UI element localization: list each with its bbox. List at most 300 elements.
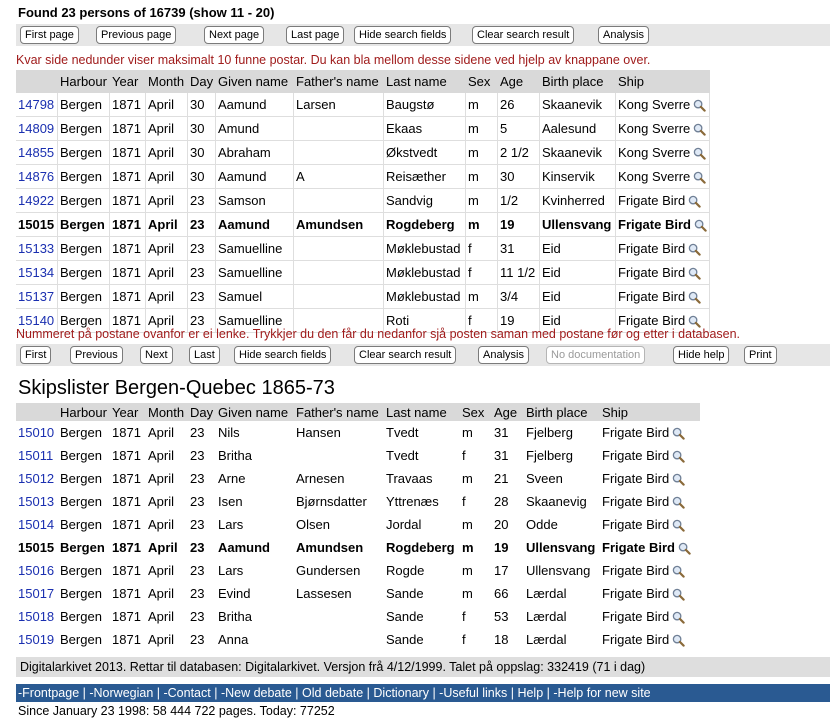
cell-month: April <box>148 471 175 486</box>
record-id-link[interactable]: 15133 <box>18 241 55 256</box>
cell-month: April <box>146 189 188 213</box>
cell-harbour: Bergen <box>60 448 102 463</box>
cell-ship <box>600 444 700 467</box>
column-header-ship: Ship <box>616 70 710 93</box>
table-row <box>16 261 710 285</box>
cell-sex: f <box>462 609 466 624</box>
cell-harbour: Bergen <box>60 425 102 440</box>
cell-birth: Skaanevig <box>526 494 587 509</box>
footer-link-frontpage[interactable]: -Frontpage <box>18 686 80 700</box>
cell-day: 30 <box>188 117 216 141</box>
magnifier-icon[interactable] <box>688 195 701 208</box>
cell-ship <box>616 165 710 189</box>
cell-month: April <box>148 425 175 440</box>
cell-day: 30 <box>188 141 216 165</box>
ship-name: Frigate Bird <box>618 216 691 232</box>
cell-sex: m <box>466 141 498 165</box>
cell-given: Samuelline <box>216 237 294 261</box>
ship-name: Frigate Bird <box>602 516 670 532</box>
cell-month: April <box>148 540 178 555</box>
cell-ship <box>600 605 700 628</box>
cell-given: Amund <box>216 117 294 141</box>
column-header-day: Day <box>188 403 216 421</box>
hide-help-button[interactable]: Hide help <box>673 346 729 364</box>
link-info-message: Nummeret på postane ovanfor er ei lenke. Trykkjer du den får du nedanfor sjå posten saman med postane før og etter i databasen. <box>16 327 741 341</box>
cell-last: Roti <box>384 309 466 333</box>
record-id-cell <box>16 261 58 285</box>
previous-page-button[interactable]: Previous page <box>96 26 176 44</box>
last-page-button[interactable]: Last page <box>286 26 344 44</box>
link-separator: | <box>428 686 440 700</box>
cell-year: 1871 <box>110 213 146 237</box>
cell-father <box>294 237 384 261</box>
results-header-row <box>16 70 710 93</box>
magnifier-icon[interactable] <box>693 123 706 136</box>
record-id-link[interactable]: 14922 <box>18 193 55 208</box>
record-id-cell <box>16 421 58 444</box>
table-row <box>16 605 700 628</box>
cell-age: 30 <box>498 165 540 189</box>
column-header-age: Age <box>492 403 524 421</box>
magnifier-icon[interactable] <box>672 565 685 578</box>
cell-sex: m <box>462 563 473 578</box>
record-id-cell <box>16 93 58 117</box>
cell-sex: m <box>462 540 474 555</box>
record-id-cell <box>16 513 58 536</box>
cell-harbour: Bergen <box>58 165 110 189</box>
cell-month: April <box>148 517 175 532</box>
record-id-link[interactable]: 15011 <box>18 448 54 463</box>
cell-harbour: Bergen <box>58 93 110 117</box>
link-separator: | <box>507 686 518 700</box>
cell-birth: Fjelberg <box>526 425 573 440</box>
cell-sex: f <box>462 448 466 463</box>
table-row <box>16 141 710 165</box>
record-id-cell <box>16 237 58 261</box>
cell-age: 11 1/2 <box>498 261 540 285</box>
cell-year: 1871 <box>110 285 146 309</box>
cell-last: Tvedt <box>386 425 419 440</box>
magnifier-icon[interactable] <box>688 267 701 280</box>
cell-month: April <box>146 213 188 237</box>
hide-search-fields-button[interactable]: Hide search fields <box>234 346 331 364</box>
cell-ship <box>616 117 710 141</box>
cell-month: April <box>146 141 188 165</box>
record-id-link[interactable]: 15137 <box>18 289 55 304</box>
cell-ship <box>600 513 700 536</box>
column-header-father-s-name: Father's name <box>294 403 384 421</box>
cell-year: 1871 <box>112 563 141 578</box>
cell-birth: Lærdal <box>526 632 567 647</box>
cell-birth: Eid <box>540 309 616 333</box>
cell-sex: m <box>466 213 498 237</box>
cell-birth: Eid <box>540 285 616 309</box>
cell-last: Rogdeberg <box>386 540 455 555</box>
cell-father <box>294 285 384 309</box>
magnifier-icon[interactable] <box>693 99 706 112</box>
link-separator: | <box>363 686 374 700</box>
footer-link-new-debate[interactable]: -New debate <box>220 686 292 700</box>
cell-father: Hansen <box>296 425 341 440</box>
cell-day: 23 <box>190 609 205 624</box>
cell-month: April <box>148 586 175 601</box>
cell-day: 23 <box>188 189 216 213</box>
cell-birth: Lærdal <box>526 609 567 624</box>
ship-name: Frigate Bird <box>602 493 670 509</box>
ship-name: Frigate Bird <box>602 470 670 486</box>
magnifier-icon[interactable] <box>672 427 685 440</box>
cell-ship <box>600 582 700 605</box>
cell-sex: f <box>462 632 466 647</box>
record-id-link[interactable]: 15014 <box>18 517 55 532</box>
magnifier-icon[interactable] <box>693 171 706 184</box>
magnifier-icon[interactable] <box>678 542 691 555</box>
cell-sex: m <box>462 586 473 601</box>
search-results-table <box>16 70 710 333</box>
cell-birth: Eid <box>540 237 616 261</box>
table-row-highlighted <box>16 536 700 559</box>
cell-harbour: Bergen <box>58 141 110 165</box>
cell-ship <box>616 285 710 309</box>
cell-day: 23 <box>190 586 205 601</box>
cell-last: Yttrenæs <box>386 494 439 509</box>
record-id-link[interactable]: 15019 <box>18 632 55 647</box>
cell-age: 17 <box>494 563 509 578</box>
cell-father <box>294 141 384 165</box>
ship-name: Frigate Bird <box>618 240 686 256</box>
footer-link-norwegian[interactable]: -Norwegian <box>89 686 154 700</box>
print-button[interactable]: Print <box>744 346 777 364</box>
column-header-id <box>16 403 58 421</box>
record-id-link[interactable]: 15013 <box>18 494 55 509</box>
table-row <box>16 421 700 444</box>
record-id-link[interactable]: 15018 <box>18 609 55 624</box>
cell-month: April <box>146 117 188 141</box>
cell-sex: m <box>466 285 498 309</box>
cell-ship <box>616 237 710 261</box>
cell-father: Amundsen <box>296 540 364 555</box>
cell-birth: Kvinherred <box>540 189 616 213</box>
previous-button[interactable]: Previous <box>70 346 123 364</box>
cell-age: 66 <box>494 586 509 601</box>
analysis-button[interactable]: Analysis <box>598 26 649 44</box>
column-header-sex: Sex <box>466 70 498 93</box>
footer-link-dictionary[interactable]: Dictionary <box>373 686 429 700</box>
column-header-year: Year <box>110 403 146 421</box>
cell-last: Sande <box>386 632 424 647</box>
cell-given: Samuelline <box>216 261 294 285</box>
magnifier-icon[interactable] <box>688 291 701 304</box>
cell-birth: Ullensvang <box>540 213 616 237</box>
column-header-last-name: Last name <box>384 70 466 93</box>
magnifier-icon[interactable] <box>688 243 701 256</box>
cell-harbour: Bergen <box>60 563 102 578</box>
magnifier-icon[interactable] <box>672 611 685 624</box>
cell-day: 23 <box>190 494 205 509</box>
record-id-link[interactable]: 14809 <box>18 121 55 136</box>
cell-harbour: Bergen <box>60 632 102 647</box>
record-id-link[interactable]: 15010 <box>18 425 55 440</box>
cell-year: 1871 <box>110 141 146 165</box>
record-id: 15015 <box>18 540 55 555</box>
column-header-ship: Ship <box>600 403 700 421</box>
ship-name: Frigate Bird <box>602 447 670 463</box>
cell-given: Aamund <box>216 213 294 237</box>
cell-month: April <box>146 93 188 117</box>
cell-father: Amundsen <box>294 213 384 237</box>
cell-given: Britha <box>218 448 252 463</box>
table-row <box>16 444 700 467</box>
cell-harbour: Bergen <box>58 117 110 141</box>
footer-link-help[interactable]: Help <box>517 686 544 700</box>
cell-ship <box>600 421 700 444</box>
cell-birth: Fjelberg <box>526 448 573 463</box>
cell-last: Økstvedt <box>384 141 466 165</box>
clear-search-result-button[interactable]: Clear search result <box>354 346 456 364</box>
link-separator: | <box>543 686 554 700</box>
record-id-cell <box>16 165 58 189</box>
record-id: 15015 <box>16 213 58 237</box>
cell-father: Bjørnsdatter <box>296 494 367 509</box>
record-id-cell <box>16 189 58 213</box>
cell-day: 23 <box>188 309 216 333</box>
table-row <box>16 513 700 536</box>
record-id-cell <box>16 605 58 628</box>
record-id-cell <box>16 559 58 582</box>
next-button[interactable]: Next <box>140 346 173 364</box>
record-id-link[interactable]: 15012 <box>18 471 55 486</box>
record-id-link[interactable]: 14876 <box>18 169 55 184</box>
record-id-cell <box>16 628 58 651</box>
record-id-cell <box>16 582 58 605</box>
table-row <box>16 628 700 651</box>
cell-age: 28 <box>494 494 509 509</box>
link-separator: | <box>210 686 221 700</box>
cell-age: 3/4 <box>498 285 540 309</box>
cell-year: 1871 <box>112 448 141 463</box>
cell-year: 1871 <box>110 309 146 333</box>
ship-name: Frigate Bird <box>602 585 670 601</box>
bottom-button-bar <box>16 344 830 366</box>
cell-age: 5 <box>498 117 540 141</box>
cell-father <box>294 605 384 628</box>
cell-harbour: Bergen <box>58 309 110 333</box>
cell-sex: m <box>466 93 498 117</box>
column-header-day: Day <box>188 70 216 93</box>
cell-given: Aamund <box>216 93 294 117</box>
cell-father: Arnesen <box>296 471 345 486</box>
cell-month: April <box>146 309 188 333</box>
cell-last: Rogde <box>386 563 425 578</box>
record-id-cell <box>16 285 58 309</box>
cell-father <box>294 628 384 651</box>
record-id-link[interactable]: 15140 <box>18 313 55 328</box>
column-header-last-name: Last name <box>384 403 460 421</box>
footer-link-old-debate[interactable]: Old debate <box>302 686 364 700</box>
cell-month: April <box>148 448 175 463</box>
cell-given: Evind <box>218 586 251 601</box>
record-id-link[interactable]: 15017 <box>18 586 55 601</box>
ship-name: Kong Sverre <box>618 96 691 112</box>
link-separator: | <box>291 686 303 700</box>
footer-info: Digitalarkivet 2013. Rettar til databasen: Digitalarkivet. Versjon frå 4/12/1999. Talet på oppslag: 332419 (71 i dag) <box>16 657 830 677</box>
footer-link-useful-links[interactable]: -Useful links <box>439 686 508 700</box>
column-header-month: Month <box>146 70 188 93</box>
cell-sex: m <box>466 189 498 213</box>
cell-father: Larsen <box>294 93 384 117</box>
table-row <box>16 93 710 117</box>
cell-month: April <box>148 494 175 509</box>
ship-name: Kong Sverre <box>618 120 691 136</box>
cell-day: 23 <box>188 261 216 285</box>
table-row <box>16 559 700 582</box>
cell-birth: Aalesund <box>540 117 616 141</box>
record-id-link[interactable]: 15016 <box>18 563 55 578</box>
magnifier-icon[interactable] <box>693 147 706 160</box>
magnifier-icon[interactable] <box>672 588 685 601</box>
record-id-cell <box>16 490 58 513</box>
cell-harbour: Bergen <box>60 517 102 532</box>
cell-day: 23 <box>188 213 216 237</box>
ship-name: Frigate Bird <box>602 608 670 624</box>
last-button[interactable]: Last <box>189 346 220 364</box>
footer-link-contact[interactable]: -Contact <box>163 686 211 700</box>
cell-sex: m <box>462 471 473 486</box>
cell-ship <box>616 189 710 213</box>
cell-given: Aamund <box>216 165 294 189</box>
cell-given: Britha <box>218 609 252 624</box>
cell-month: April <box>148 632 175 647</box>
cell-age: 20 <box>494 517 509 532</box>
cell-age: 31 <box>494 425 509 440</box>
ship-name: Frigate Bird <box>618 288 686 304</box>
footer-links-bar <box>16 684 830 702</box>
cell-last: Tvedt <box>386 448 419 463</box>
link-separator: | <box>79 686 90 700</box>
top-button-bar <box>16 24 830 46</box>
cell-year: 1871 <box>112 425 141 440</box>
cell-harbour: Bergen <box>60 471 102 486</box>
table-row <box>16 285 710 309</box>
no-documentation-button: No documentation <box>546 346 645 364</box>
cell-sex: m <box>462 425 473 440</box>
cell-day: 23 <box>190 563 205 578</box>
cell-given: Anna <box>218 632 249 647</box>
cell-sex: f <box>462 494 466 509</box>
cell-ship <box>616 261 710 285</box>
context-header-row <box>16 403 700 421</box>
cell-age: 31 <box>494 448 509 463</box>
hide-search-fields-button[interactable]: Hide search fields <box>354 26 451 44</box>
clear-search-result-button[interactable]: Clear search result <box>472 26 574 44</box>
column-header-sex: Sex <box>460 403 492 421</box>
cell-age: 1/2 <box>498 189 540 213</box>
cell-birth: Skaanevik <box>540 93 616 117</box>
cell-last: Møklebustad <box>384 285 466 309</box>
cell-month: April <box>146 261 188 285</box>
cell-year: 1871 <box>110 93 146 117</box>
cell-last: Travaas <box>386 471 433 486</box>
cell-age: 19 <box>498 213 540 237</box>
record-id-link[interactable]: 14798 <box>18 97 55 112</box>
cell-ship <box>616 141 710 165</box>
cell-year: 1871 <box>112 471 141 486</box>
record-id-link[interactable]: 14855 <box>18 145 55 160</box>
cell-year: 1871 <box>112 494 141 509</box>
cell-ship <box>600 490 700 513</box>
cell-sex: f <box>466 261 498 285</box>
ship-name: Frigate Bird <box>618 192 686 208</box>
cell-harbour: Bergen <box>60 494 102 509</box>
cell-birth: Kinservik <box>540 165 616 189</box>
magnifier-icon[interactable] <box>672 473 685 486</box>
cell-year: 1871 <box>112 586 141 601</box>
cell-harbour: Bergen <box>58 237 110 261</box>
ship-name: Frigate Bird <box>602 539 675 555</box>
context-records-table <box>16 403 700 651</box>
cell-given: Arne <box>218 471 246 486</box>
first-button[interactable]: First <box>20 346 51 364</box>
cell-day: 23 <box>190 471 205 486</box>
cell-age: 21 <box>494 471 509 486</box>
cell-father <box>294 444 384 467</box>
column-header-id <box>16 70 58 93</box>
ship-name: Frigate Bird <box>618 264 686 280</box>
analysis-button[interactable]: Analysis <box>478 346 529 364</box>
magnifier-icon[interactable] <box>672 496 685 509</box>
column-header-birth-place: Birth place <box>524 403 600 421</box>
magnifier-icon[interactable] <box>694 219 707 232</box>
cell-month: April <box>148 609 175 624</box>
cell-father: Lassesen <box>296 586 352 601</box>
cell-ship <box>600 628 700 651</box>
cell-day: 30 <box>188 93 216 117</box>
cell-year: 1871 <box>110 237 146 261</box>
magnifier-icon[interactable] <box>672 519 685 532</box>
next-page-button[interactable]: Next page <box>204 26 264 44</box>
cell-day: 23 <box>190 540 205 555</box>
cell-given: Samson <box>216 189 294 213</box>
cell-given: Aamund <box>218 540 270 555</box>
cell-month: April <box>148 563 175 578</box>
column-header-month: Month <box>146 403 188 421</box>
cell-last: Baugstø <box>384 93 466 117</box>
cell-birth: Eid <box>540 261 616 285</box>
cell-year: 1871 <box>110 261 146 285</box>
cell-father <box>294 261 384 285</box>
footer-link-help-for-new-site[interactable]: -Help for new site <box>553 686 651 700</box>
cell-age: 26 <box>498 93 540 117</box>
paging-info-message: Kvar side nedunder viser maksimalt 10 funne postar. Du kan bla mellom desse sidene ved hjelp av knappane over. <box>16 53 651 67</box>
column-header-father-s-name: Father's name <box>294 70 384 93</box>
cell-month: April <box>146 285 188 309</box>
cell-given: Isen <box>218 494 243 509</box>
magnifier-icon[interactable] <box>672 634 685 647</box>
table-row-highlighted <box>16 213 710 237</box>
table-row <box>16 237 710 261</box>
column-header-age: Age <box>498 70 540 93</box>
ship-name: Frigate Bird <box>618 312 686 328</box>
cell-last: Reisæther <box>384 165 466 189</box>
cell-day: 23 <box>188 285 216 309</box>
magnifier-icon[interactable] <box>672 450 685 463</box>
ship-name: Frigate Bird <box>602 562 670 578</box>
record-id-link[interactable]: 15134 <box>18 265 55 280</box>
first-page-button[interactable]: First page <box>20 26 79 44</box>
cell-harbour: Bergen <box>60 609 102 624</box>
column-header-given-name: Given name <box>216 70 294 93</box>
cell-day: 23 <box>190 425 205 440</box>
